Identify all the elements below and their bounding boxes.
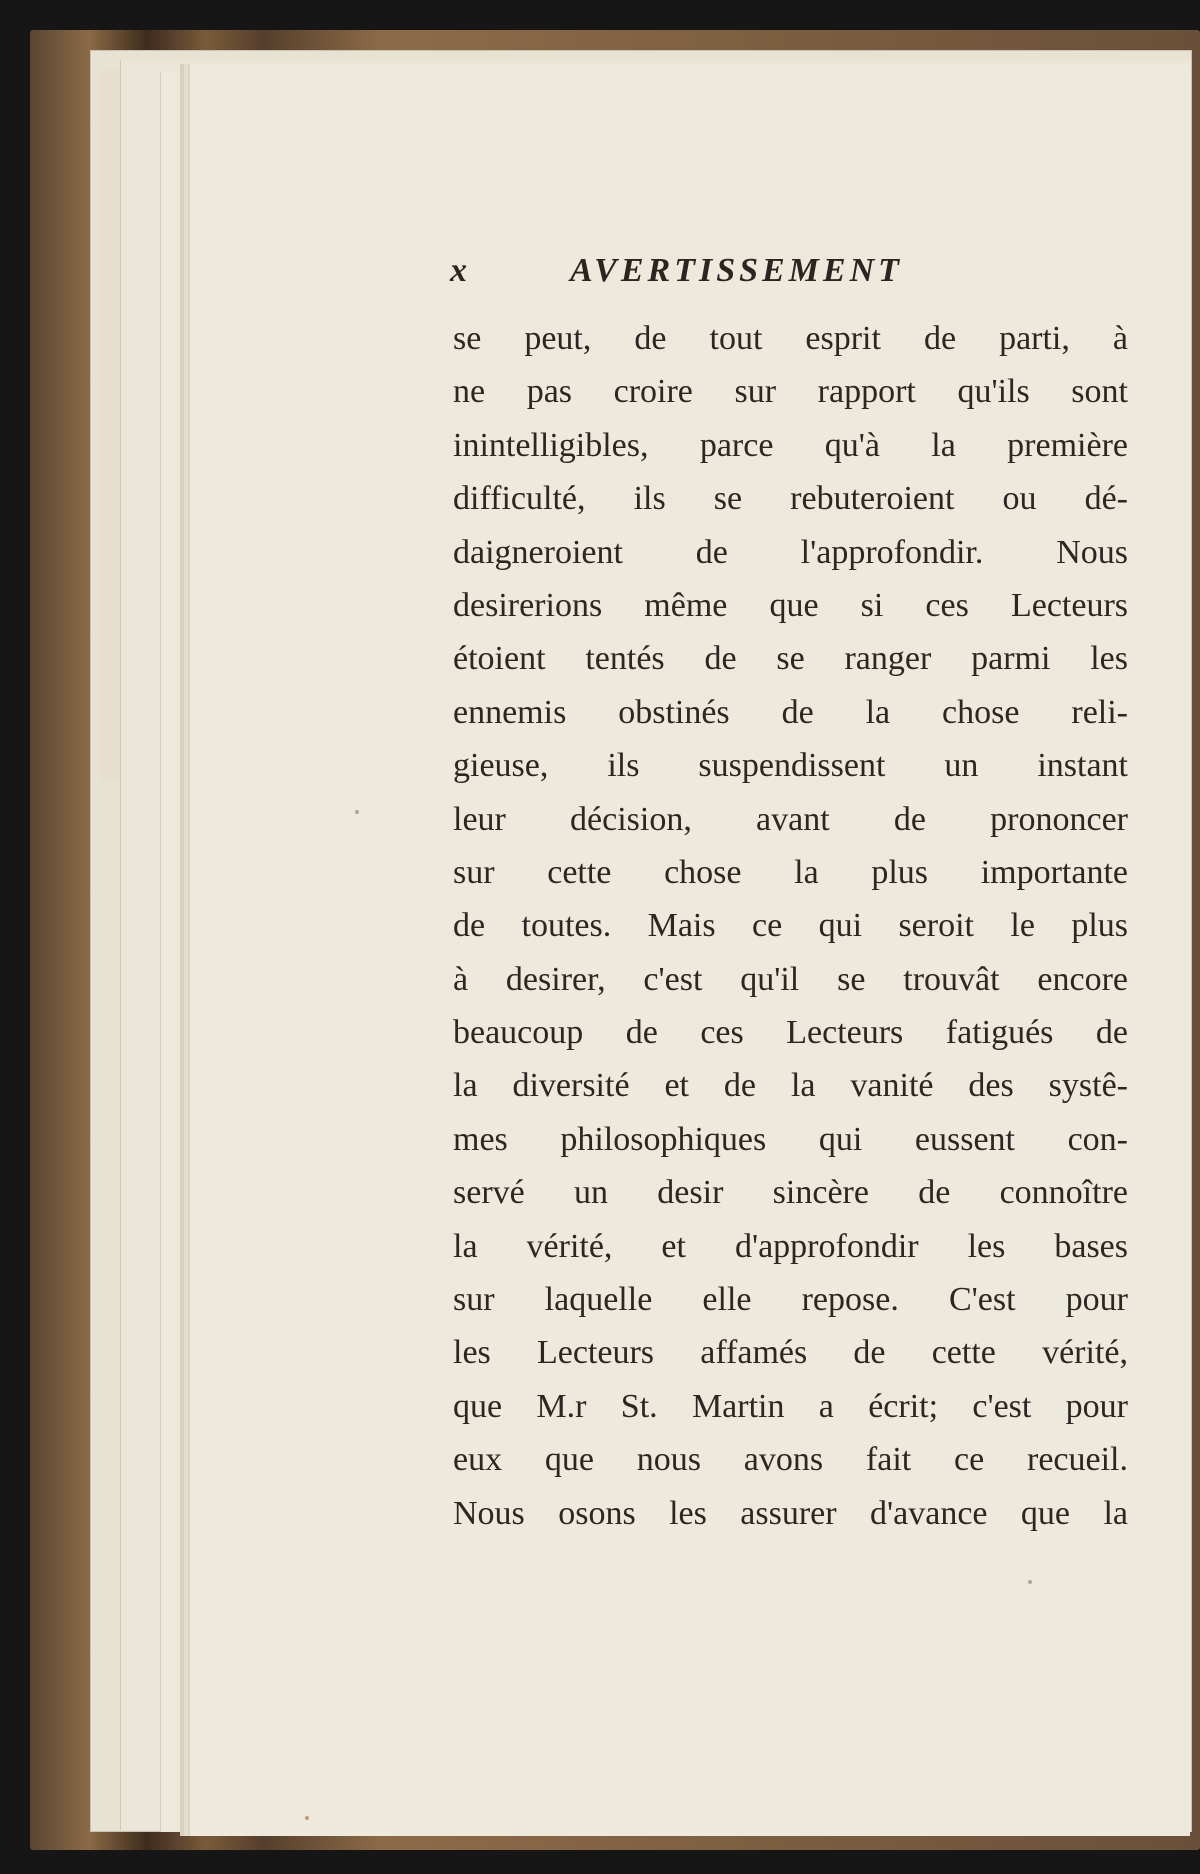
text-line: difficulté, ils se rebuteroient ou dé- [453,480,1128,518]
paper-speck [1028,1580,1032,1584]
text-line: beaucoup de ces Lecteurs fatigués de [453,1014,1128,1052]
text-line: les Lecteurs affamés de cette vérité, [453,1334,1128,1372]
text-line: la vérité, et d'approfondir les bases [453,1227,1128,1265]
body-text [453,312,1128,1540]
text-line: mes philosophiques qui eussent con- [453,1120,1128,1158]
text-line: servé un desir sincère de connoître [453,1174,1128,1212]
text-line: daigneroient de l'approfondir. Nous [453,533,1128,571]
text-line: ennemis obstinés de la chose reli- [453,693,1128,731]
text-line: que M.r St. Martin a écrit; c'est pour [453,1387,1128,1425]
text-line: à desirer, c'est qu'il se trouvât encore [453,960,1128,998]
paper-speck [305,1816,309,1820]
text-line: étoient tentés de se ranger parmi les [453,640,1128,678]
text-line: ne pas croire sur rapport qu'ils sont [453,373,1128,411]
text-line: gieuse, ils suspendissent un instant [453,747,1128,785]
page-header [450,252,1022,294]
text-line: se peut, de tout esprit de parti, à [453,320,1128,357]
text-line: sur laquelle elle repose. C'est pour [453,1281,1128,1319]
text-line: sur cette chose la plus importante [453,853,1128,891]
paper-speck [355,810,359,814]
text-line: Nous osons les assurer d'avance que la [453,1494,1128,1532]
text-line: leur décision, avant de prononcer [453,800,1128,838]
text-line: de toutes. Mais ce qui seroit le plus [453,907,1128,945]
text-line: desirerions même que si ces Lecteurs [453,586,1128,624]
page-number: x [450,252,467,289]
text-line: eux que nous avons fait ce recueil. [453,1441,1128,1479]
text-line: la diversité et de la vanité des systê- [453,1067,1128,1105]
text-line: inintelligibles, parce qu'à la première [453,426,1128,464]
running-head: AVERTISSEMENT [570,252,903,289]
